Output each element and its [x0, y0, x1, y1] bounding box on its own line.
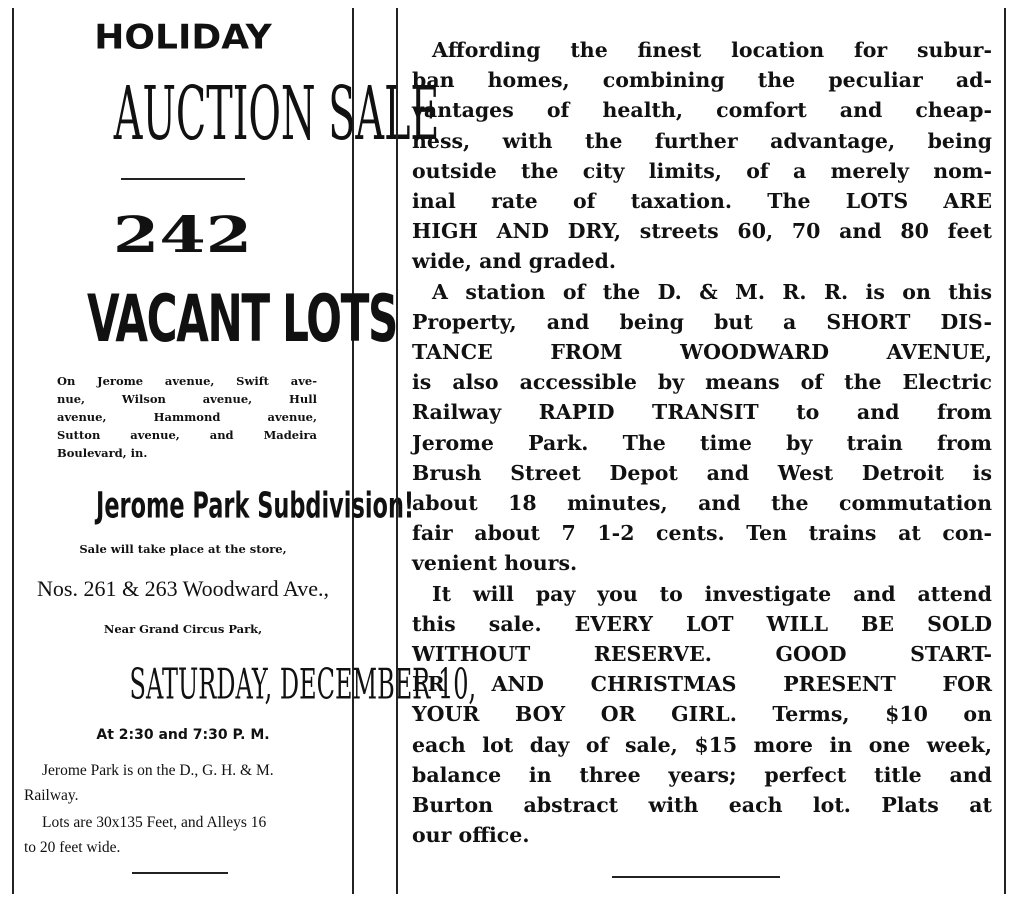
sale-date-text: SATURDAY, DECEMBER 10,: [129, 660, 477, 710]
body-text-line: Affording the finest location for subur-: [432, 38, 992, 62]
body-text-line: It will pay you to investigate and attend: [432, 581, 992, 606]
railway-line: Railway.: [24, 787, 79, 804]
sale-place: Sale will take place at the store,: [79, 542, 287, 556]
divider: [121, 178, 245, 180]
lot-count-text: 242: [113, 206, 253, 264]
headline-vacant-lots: [14, 280, 398, 357]
body-text-line: fair about 7 1-2 cents. Ten trains at con-: [412, 521, 992, 546]
body-text-line: TANCE FROM WOODWARD AVENUE,: [412, 340, 992, 364]
headline-vacant-lots-text: VACANT LOTS: [86, 280, 398, 357]
body-text-line: Railway RAPID TRANSIT to and from: [412, 400, 992, 425]
headline-holiday-text: HOLIDAY: [94, 18, 272, 57]
body-text-line: ban homes, combining the peculiar ad-: [412, 68, 992, 93]
lot-size-note: [24, 810, 342, 860]
body-text-line: ness, with the further advantage, being: [412, 128, 992, 153]
body-text-line: Jerome Park. The time by train from: [412, 430, 992, 455]
body-text-line: balance in three years; perfect title and: [412, 762, 992, 787]
railway-line: Jerome Park is on the D., G. H. & M.: [42, 762, 274, 779]
street-list: [57, 372, 317, 462]
auction-advertisement-right-column: [396, 8, 1006, 894]
street-line: Boulevard, in.: [57, 446, 148, 460]
body-text-line: is also accessible by means of the Electric: [412, 370, 992, 395]
body-text-line: this sale. EVERY LOT WILL BE SOLD: [412, 611, 992, 636]
body-text-line: A station of the D. & M. R. R. is on this: [432, 279, 992, 304]
divider: [132, 872, 228, 874]
street-line: On Jerome avenue, Swift ave-: [57, 374, 317, 388]
street-line: nue, Wilson avenue, Hull: [57, 392, 317, 406]
body-text-line: inal rate of taxation. The LOTS ARE: [412, 189, 992, 213]
body-text-line: ER AND CHRISTMAS PRESENT FOR: [412, 672, 992, 697]
body-text-line: WITHOUT RESERVE. GOOD START-: [412, 642, 992, 666]
body-text-line: venient hours.: [412, 551, 578, 576]
store-address: Nos. 261 & 263 Woodward Ave.,: [37, 576, 329, 601]
railway-note: [24, 758, 342, 808]
subdivision-name-text: Jerome Park Subdivision!: [95, 485, 415, 527]
street-line: Sutton avenue, and Madeira: [57, 428, 317, 442]
body-text-line: Property, and being but a SHORT DIS-: [412, 309, 992, 334]
body-text-line: Brush Street Depot and West Detroit is: [412, 460, 992, 485]
lot-size-line: to 20 feet wide.: [24, 839, 121, 856]
body-text-line: outside the city limits, of a merely nom-: [412, 158, 992, 183]
body-text-line: wide, and graded.: [412, 249, 617, 274]
body-text-line: each lot day of sale, $15 more in one week,: [412, 732, 992, 757]
body-text-line: vantages of health, comfort and cheap-: [412, 98, 992, 123]
body-text-line: YOUR BOY OR GIRL. Terms, $10 on: [412, 702, 992, 727]
headline-auction-sale-text: AUCTION SALE: [113, 72, 440, 158]
lot-count: [14, 200, 352, 270]
body-text-line: about 18 minutes, and the commutation: [412, 491, 992, 515]
lot-size-line: Lots are 30x135 Feet, and Alleys 16: [42, 814, 267, 831]
headline-holiday: [14, 18, 352, 58]
subdivision-name: [14, 484, 415, 528]
body-text-line: our office.: [412, 823, 530, 848]
sale-date: [14, 660, 477, 710]
street-line: avenue, Hammond avenue,: [57, 410, 317, 424]
headline-auction-sale: [14, 72, 440, 158]
body-text-line: Burton abstract with each lot. Plats at: [412, 793, 992, 817]
near-location: Near Grand Circus Park,: [103, 622, 263, 636]
body-text-line: HIGH AND DRY, streets 60, 70 and 80 feet: [412, 219, 992, 244]
sale-time: At 2:30 and 7:30 P. M.: [96, 727, 270, 743]
divider: [612, 876, 780, 878]
